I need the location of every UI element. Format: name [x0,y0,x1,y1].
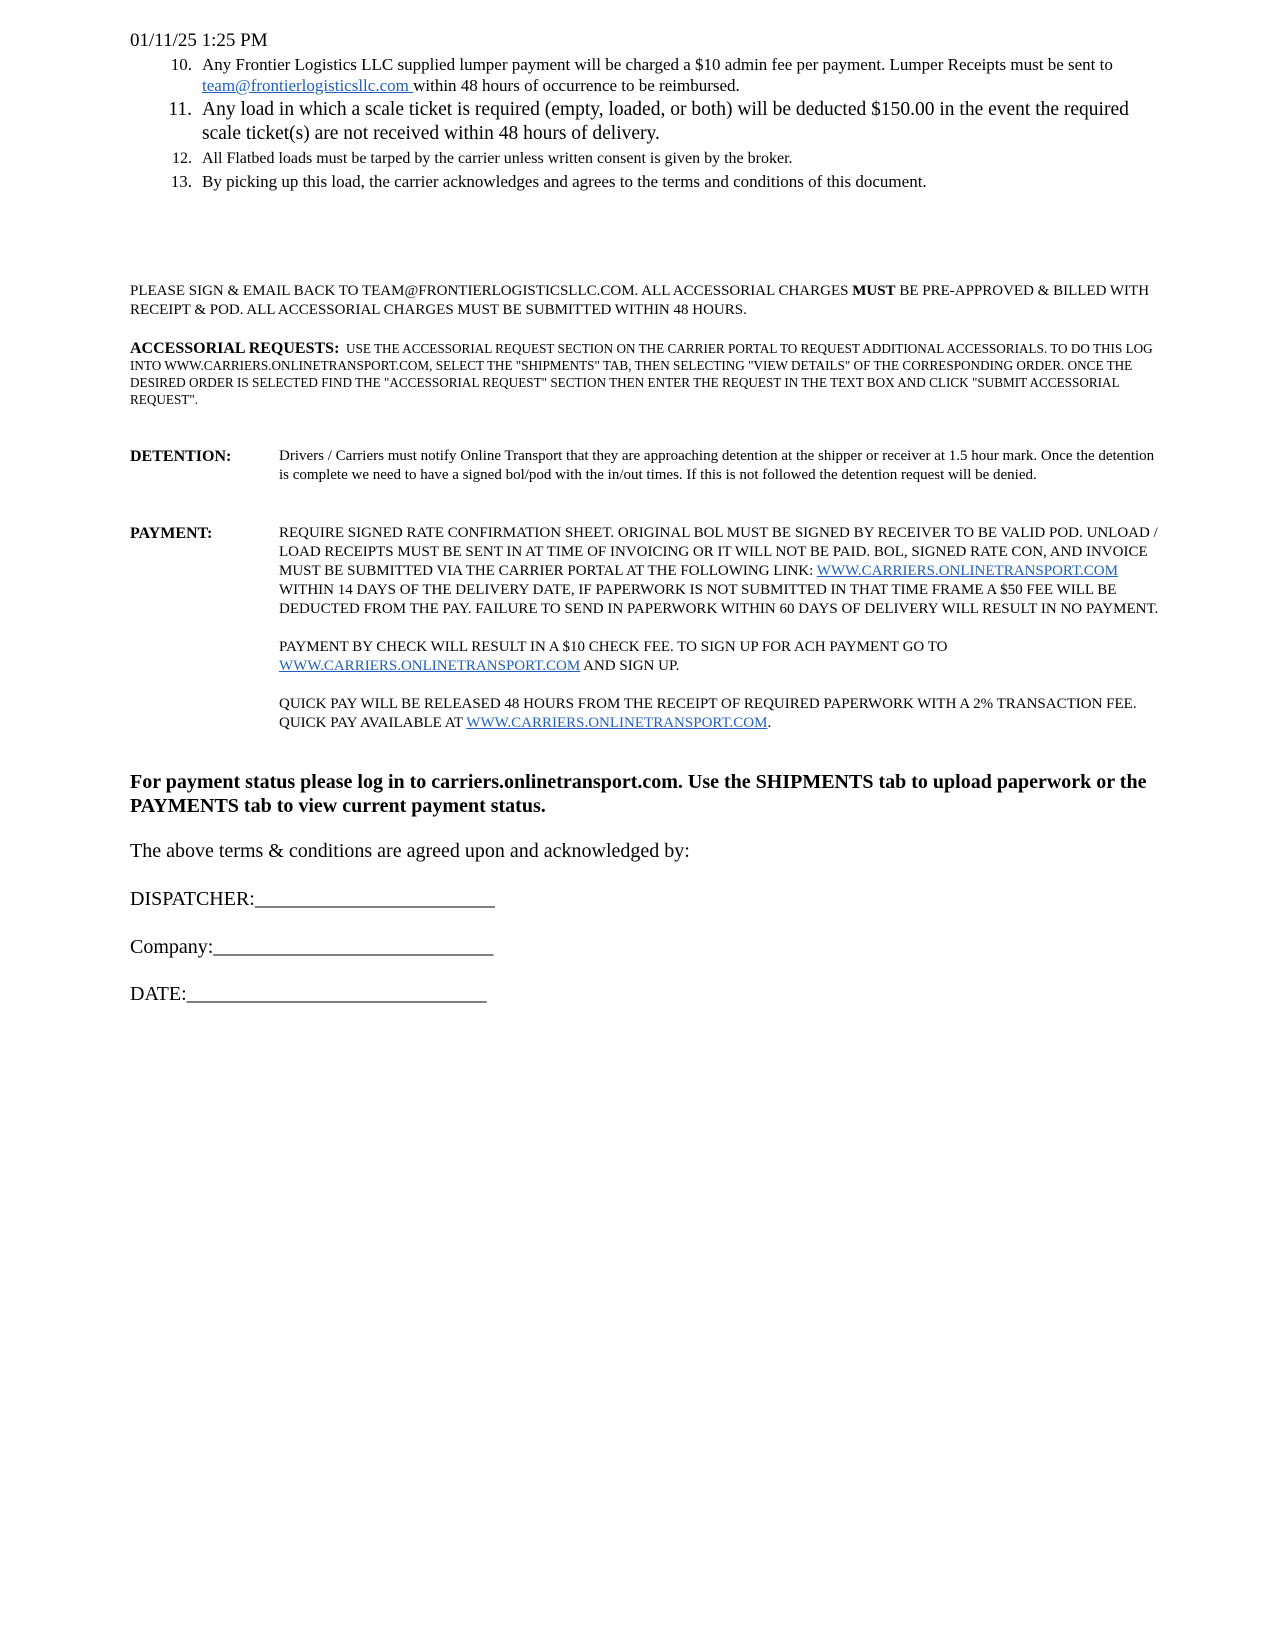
payment-label: PAYMENT: [130,525,213,542]
ach-signup-link[interactable]: WWW.CARRIERS.ONLINETRANSPORT.COM [279,658,581,674]
paragraph-text-end: WITHIN 14 DAYS OF THE DELIVERY DATE, IF PAPERWORK IS NOT SUBMITTED IN THAT TIME FRAME A $50 FEE WILL BE DEDUCTED FROM THE PAY. FAILURE TO SEND IN PAPERWORK WITHIN 60 DAYS OF DELIVERY WILL RESULT IN NO PAYMENT. [279,582,1159,617]
instruction-text-start: PLEASE SIGN & EMAIL BACK TO TEAM@FRONTIERLOGISTICSLLC.COM. ALL ACCESSORIAL CHARGES [130,283,853,299]
paragraph-text-end: . [767,715,772,731]
accessorial-label: ACCESSORIAL REQUESTS: [130,340,340,357]
accessorial-requests-section [130,340,1160,408]
detention-section [130,447,1160,485]
instruction-text-end: BE PRE-APPROVED & BILLED WITH RECEIPT & POD. ALL ACCESSORIAL CHARGES MUST BE SUBMITTED WITHIN 48 HOURS. [130,283,1150,318]
carrier-portal-link[interactable]: WWW.CARRIERS.ONLINETRANSPORT.COM [816,563,1118,579]
term-number: 10. [170,55,192,74]
term-number: 13. [170,172,192,191]
company-signature-line: Company:____________________________ [130,936,494,958]
payment-status-note: For payment status please log in to carriers.onlinetransport.com. Use the SHIPMENTS tab to upload paperwork or the PAYMENTS tab to view current payment status. [130,771,1147,817]
payment-section [130,524,1160,752]
paragraph-text-end: AND SIGN UP. [580,658,680,674]
term-text-end: within 48 hours of occurrence to be reimbursed. [413,76,740,95]
term-item-12 [130,148,1160,169]
payment-paragraph-quickpay [279,695,1160,733]
term-item-10 [130,54,1160,96]
print-timestamp: 01/11/25 1:25 PM [130,30,268,51]
term-number: 11. [168,99,192,120]
paragraph-text-start: REQUIRE SIGNED RATE CONFIRMATION SHEET. ORIGINAL BOL MUST BE SIGNED BY RECEIVER TO BE VALID POD. UNLOAD / LOAD RECEIPTS MUST BE SENT IN AT TIME OF INVOICING OR IT WILL NOT BE PAID. BOL, SIGNED RATE CON, AND INVOICE MUST BE SUBMITTED VIA THE CARRIER PORTAL AT THE FOLLOWING LINK: [279,525,1158,579]
term-item-13 [130,171,1160,192]
accessorial-text: USE THE ACCESSORIAL REQUEST SECTION ON THE CARRIER PORTAL TO REQUEST ADDITIONAL ACCESSORIALS. TO DO THIS LOG INTO WWW.CARRIERS.ONLINETRANSPORT.COM, SELECT THE "SHIPMENTS" TAB, THEN SELECTING "VIEW DETAILS" OF THE CORRESPONDING ORDER. ONCE THE DESIRED ORDER IS SELECTED FIND THE "ACCESSORIAL REQUEST" SECTION THEN ENTER THE REQUEST IN THE TEXT BOX AND CLICK "SUBMIT ACCESSORIAL REQUEST". [130,341,1153,407]
term-text: Any load in which a scale ticket is required (empty, loaded, or both) will be deducted $150.00 in the event the required scale ticket(s) are not received within 48 hours of delivery. [202,99,1129,144]
term-number: 12. [172,150,192,167]
sign-email-instruction [130,282,1160,320]
dispatcher-signature-line: DISPATCHER:________________________ [130,888,495,910]
term-text: By picking up this load, the carrier acknowledges and agrees to the terms and conditions of this document. [202,172,927,191]
detention-label: DETENTION: [130,448,232,465]
lumper-email-link[interactable]: team@frontierlogisticsllc.com [202,76,414,95]
term-text: All Flatbed loads must be tarped by the carrier unless written consent is given by the broker. [202,150,793,167]
terms-list [130,54,1160,194]
date-signature-line: DATE:______________________________ [130,983,487,1005]
term-item-11 [130,98,1160,146]
paragraph-text-start: PAYMENT BY CHECK WILL RESULT IN A $10 CHECK FEE. TO SIGN UP FOR ACH PAYMENT GO TO [279,639,948,655]
term-text-start: Any Frontier Logistics LLC supplied lumper payment will be charged a $10 admin fee per payment. Lumper Receipts must be sent to [202,55,1113,74]
detention-text: Drivers / Carriers must notify Online Transport that they are approaching detention at the shipper or receiver at 1.5 hour mark. Once the detention is complete we need to have a signed bol/pod with the in/out times. If this is not followed the detention request will be denied. [279,448,1155,483]
acknowledgement-text: The above terms & conditions are agreed upon and acknowledged by: [130,840,690,862]
payment-paragraph-check [279,638,1160,676]
paragraph-text-start: QUICK PAY WILL BE RELEASED 48 HOURS FROM THE RECEIPT OF REQUIRED PAPERWORK WITH A 2% TRANSACTION FEE. QUICK PAY AVAILABLE AT [279,696,1137,731]
term-text [202,54,1160,96]
instruction-emphasis: MUST [852,283,896,299]
quickpay-link[interactable]: WWW.CARRIERS.ONLINETRANSPORT.COM [466,715,768,731]
payment-body [279,524,1160,752]
payment-paragraph-paperwork [279,524,1160,619]
